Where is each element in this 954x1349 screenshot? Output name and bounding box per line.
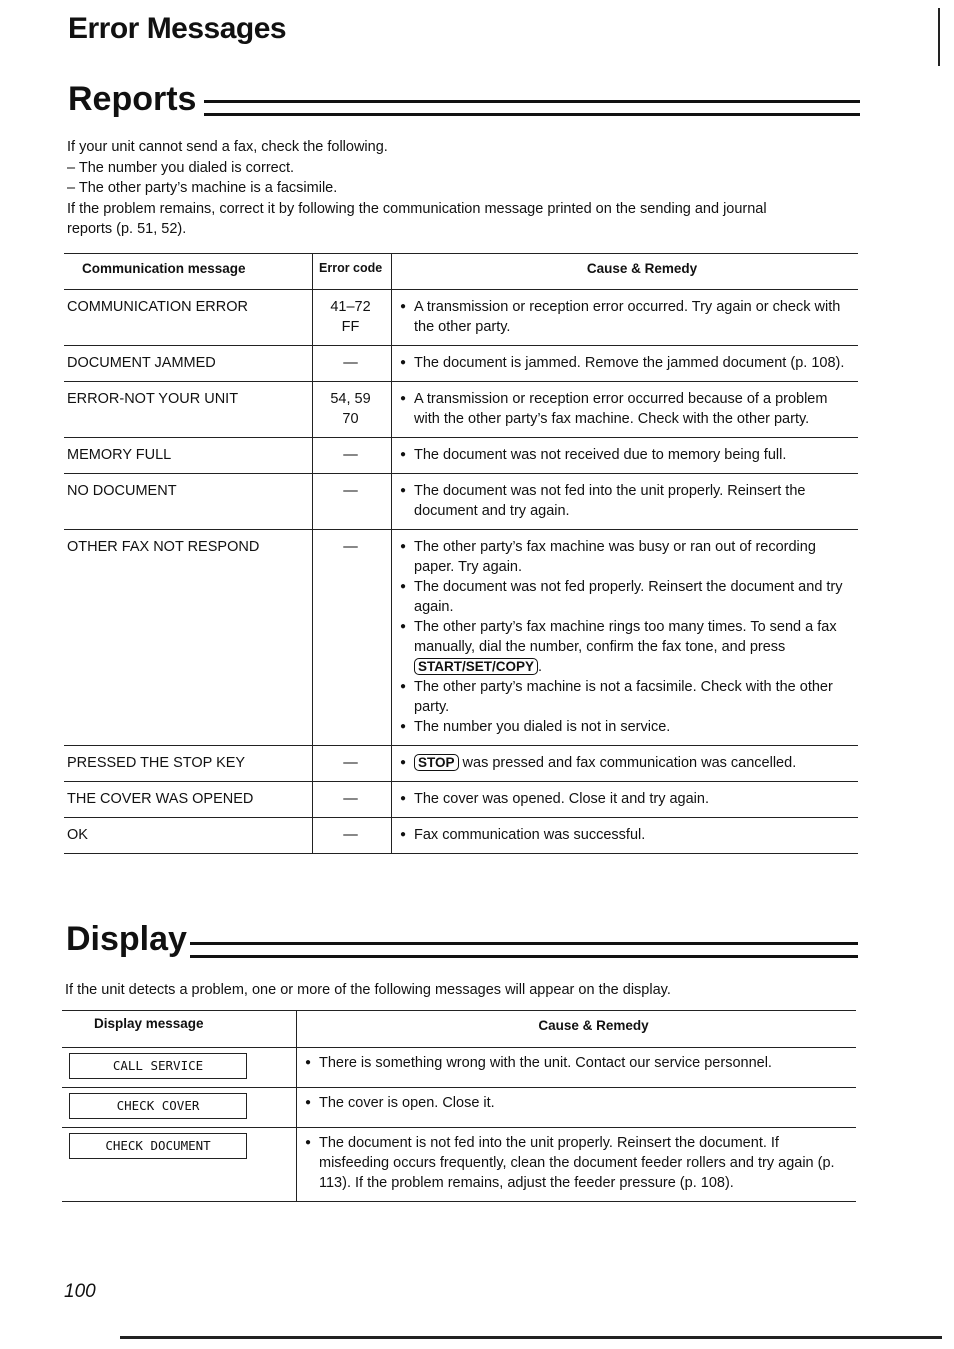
message-cell: OTHER FAX NOT RESPOND (64, 530, 313, 746)
table-row (64, 474, 858, 530)
reports-title-rule (204, 100, 860, 116)
table-row (64, 746, 858, 782)
intro-line: – The number you dialed is correct. (67, 159, 295, 176)
remedy-item: ● There is something wrong with the unit. Contact our service personnel. (305, 1053, 850, 1073)
table-row (64, 382, 858, 438)
remedy-item: ● The cover is open. Close it. (305, 1093, 850, 1113)
table-row (64, 782, 858, 818)
remedy-cell (392, 346, 859, 382)
intro-line: reports (p. 51, 52). (67, 221, 187, 237)
code-cell: — (313, 474, 392, 530)
message-cell: THE COVER WAS OPENED (64, 782, 313, 818)
remedy-item: ● The other party’s machine is not a facsimile. Check with the other party. (400, 677, 852, 717)
reports-section-title: Reports (68, 80, 197, 118)
remedy-item: ● A transmission or reception error occurred. Try again or check with the other party. (400, 297, 852, 337)
page-header: Error Messages (68, 12, 287, 45)
footer-rule (120, 1336, 942, 1339)
remedy-cell (392, 818, 859, 854)
display-intro: If the unit detects a problem, one or more of the following messages will appear on the display. (65, 982, 671, 998)
display-table-header (62, 1011, 856, 1048)
remedy-cell (297, 1048, 857, 1088)
table-row (62, 1128, 856, 1202)
remedy-item: ● The document is not fed into the unit properly. Reinsert the document. If misfeeding occurs frequently, clean the document feeder rollers and try again (p. 113). If the problem remains, adjust the feeder pressure (p. 108). (305, 1133, 850, 1193)
remedy-cell (297, 1128, 857, 1202)
display-table (62, 1010, 856, 1202)
stop-key: STOP (414, 754, 459, 771)
header-communication-message: Communication message (64, 254, 313, 290)
code-cell: — (313, 530, 392, 746)
code-cell: — (313, 782, 392, 818)
code-cell: — (313, 438, 392, 474)
remedy-cell (392, 530, 859, 746)
lcd-message: CALL SERVICE (69, 1053, 247, 1079)
remedy-item: ● The document was not received due to memory being full. (400, 445, 852, 465)
message-cell: PRESSED THE STOP KEY (64, 746, 313, 782)
table-row (62, 1048, 856, 1088)
header-display-message: Display message (62, 1011, 297, 1048)
intro-line: If the problem remains, correct it by following the communication message printed on the sending and journal (67, 200, 767, 217)
table-row (62, 1088, 856, 1128)
display-message-cell (62, 1128, 297, 1202)
message-cell: DOCUMENT JAMMED (64, 346, 313, 382)
code-cell: — (313, 746, 392, 782)
remedy-item: ● The other party’s fax machine was busy or ran out of recording paper. Try again. (400, 537, 852, 577)
message-cell: OK (64, 818, 313, 854)
remedy-item: ● The document was not fed properly. Reinsert the document and try again. (400, 577, 852, 617)
code-cell: — (313, 818, 392, 854)
remedy-cell (392, 438, 859, 474)
remedy-cell (392, 474, 859, 530)
remedy-cell (392, 782, 859, 818)
start-set-copy-key: START/SET/COPY (414, 658, 538, 675)
message-cell: ERROR-NOT YOUR UNIT (64, 382, 313, 438)
remedy-item (400, 753, 852, 773)
header-error-code: Error code (313, 254, 392, 290)
table-row (64, 290, 858, 346)
message-cell: COMMUNICATION ERROR (64, 290, 313, 346)
remedy-item: ● Fax communication was successful. (400, 825, 852, 845)
intro-line: – The other party’s machine is a facsimile. (67, 180, 338, 196)
display-message-cell (62, 1088, 297, 1128)
display-title-rule (190, 942, 858, 958)
reports-table (64, 253, 858, 854)
message-cell: MEMORY FULL (64, 438, 313, 474)
remedy-cell (392, 746, 859, 782)
remedy-item: ● The other party’s fax machine rings too many times. To send a fax manually, dial the number, confirm the fax tone, and press START/SET/COPY . (400, 617, 852, 677)
remedy-cell (297, 1088, 857, 1128)
margin-rule (938, 8, 940, 66)
message-cell: NO DOCUMENT (64, 474, 313, 530)
header-cause-remedy: Cause & Remedy (297, 1011, 857, 1048)
lcd-message: CHECK DOCUMENT (69, 1133, 247, 1159)
code-cell: — (313, 346, 392, 382)
remedy-item: ● The number you dialed is not in service. (400, 717, 852, 737)
remedy-item: ● The document was not fed into the unit properly. Reinsert the document and try again. (400, 481, 852, 521)
intro-line: If your unit cannot send a fax, check the following. (67, 139, 388, 155)
remedy-item: ● The cover was opened. Close it and try again. (400, 789, 852, 809)
code-cell: 54, 59 70 (313, 382, 392, 438)
header-cause-remedy: Cause & Remedy (392, 254, 859, 290)
remedy-text: The other party’s fax machine rings too many times. To send a fax manually, dial the number, confirm the fax tone, and press (414, 619, 837, 655)
code-cell: 41–72 FF (313, 290, 392, 346)
lcd-message: CHECK COVER (69, 1093, 247, 1119)
remedy-item: ● The document is jammed. Remove the jammed document (p. 108). (400, 353, 852, 373)
reports-intro (67, 137, 767, 240)
table-row (64, 346, 858, 382)
remedy-item: ● A transmission or reception error occurred because of a problem with the other party’s fax machine. Check with the other party. (400, 389, 852, 429)
table-row (64, 530, 858, 746)
remedy-cell (392, 290, 859, 346)
remedy-text: was pressed and fax communication was cancelled. (462, 755, 797, 771)
remedy-cell (392, 382, 859, 438)
display-message-cell (62, 1048, 297, 1088)
table-row (64, 438, 858, 474)
reports-table-header (64, 254, 858, 290)
display-section-title: Display (66, 920, 187, 958)
page-number: 100 (64, 1281, 96, 1302)
table-row (64, 818, 858, 854)
